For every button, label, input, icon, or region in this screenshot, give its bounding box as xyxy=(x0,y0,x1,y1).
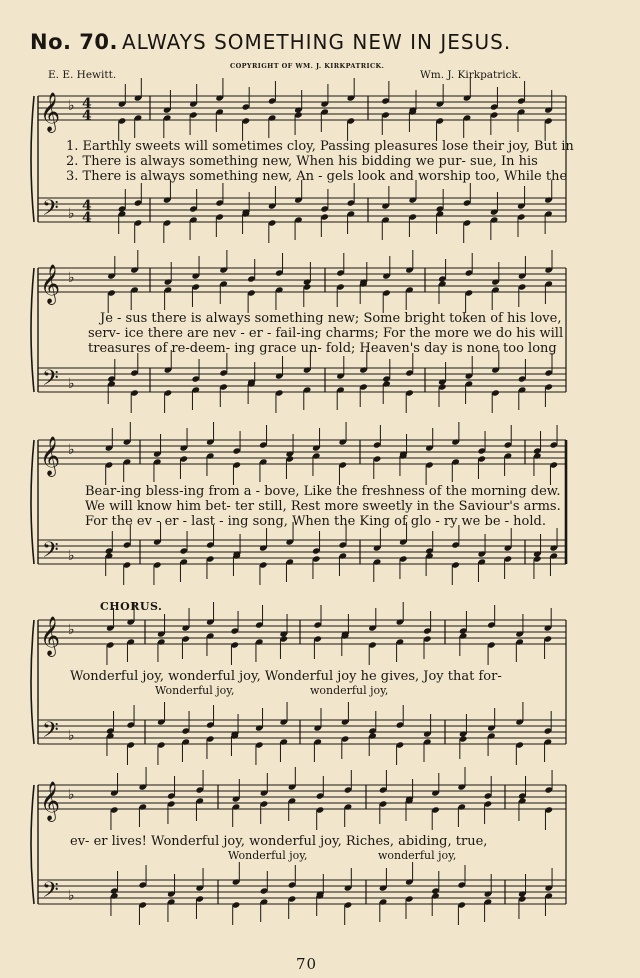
chorus-alto-lyric: Wonderful joy, xyxy=(155,684,235,697)
lyric-line: Je - sus there is always something new; Some bright token of his love, xyxy=(100,311,562,326)
flat-icon: ♭ xyxy=(68,548,75,564)
time-signature: 4 xyxy=(82,108,92,124)
chorus-alto-lyric: wonderful joy, xyxy=(378,849,457,862)
flat-icon: ♭ xyxy=(68,376,75,392)
time-signature: 4 xyxy=(82,210,92,226)
bass-clef-icon: 𝄢 xyxy=(42,196,59,226)
treble-clef-icon: 𝄞 xyxy=(40,92,61,132)
bass-clef-icon: 𝄢 xyxy=(42,878,59,908)
brace xyxy=(31,440,34,564)
chorus-alto-lyric: Wonderful joy, xyxy=(228,849,308,862)
lyric-line: 2. There is always something new, When his bidding we pur- sue, In his xyxy=(66,154,538,169)
time-signature: 4 xyxy=(82,198,92,214)
flat-icon: ♭ xyxy=(68,98,75,114)
brace xyxy=(31,620,34,744)
lyric-line: 3. There is always something new, An - gels look and worship too, While the xyxy=(66,169,568,184)
brace xyxy=(31,268,34,392)
flat-icon: ♭ xyxy=(68,622,75,638)
hymn-title: ALWAYS SOMETHING NEW IN JESUS. xyxy=(122,30,512,54)
lyric-line: 1. Earthly sweets will sometimes cloy, Passing pleasures lose their joy, But in xyxy=(66,139,574,154)
flat-icon: ♭ xyxy=(68,787,75,803)
flat-icon: ♭ xyxy=(68,888,75,904)
lyric-line: We will know him bet- ter still, Rest more sweetly in the Saviour's arms. xyxy=(85,499,561,514)
lyric-line: For the ev - er - last - ing song, When the King of glo - ry we be - hold. xyxy=(85,514,546,529)
chorus-lyric: Wonderful joy, wonderful joy, Wonderful joy he gives, Joy that for- xyxy=(70,669,502,684)
composer: Wm. J. Kirkpatrick. xyxy=(420,69,522,81)
treble-clef-icon: 𝄞 xyxy=(40,264,61,304)
copyright-notice: COPYRIGHT OF WM. J. KIRKPATRICK. xyxy=(230,62,385,70)
bass-clef-icon: 𝄢 xyxy=(42,538,59,568)
lyric-line: treasures of re-deem- ing grace un- fold; Heaven's day is none too long xyxy=(88,341,557,356)
flat-icon: ♭ xyxy=(68,442,75,458)
chorus-label: CHORUS. xyxy=(100,600,163,613)
flat-icon: ♭ xyxy=(68,206,75,222)
time-signature: 4 xyxy=(82,96,92,112)
bass-clef-icon: 𝄢 xyxy=(42,718,59,748)
treble-clef-icon: 𝄞 xyxy=(40,616,61,656)
brace xyxy=(31,96,34,222)
hymn-number: No. 70. xyxy=(30,30,118,54)
treble-clef-icon: 𝄞 xyxy=(40,781,61,821)
chorus-lyric: ev- er lives! Wonderful joy, wonderful joy, Riches, abiding, true, xyxy=(70,834,488,849)
chorus-alto-lyric: wonderful joy, xyxy=(310,684,389,697)
lyric-line: serv- ice there are nev - er - fail-ing charms; For the more we do his will xyxy=(88,326,564,341)
page-number: 70 xyxy=(296,955,318,973)
lyricist: E. E. Hewitt. xyxy=(48,69,117,81)
bass-clef-icon: 𝄢 xyxy=(42,366,59,396)
brace xyxy=(31,785,34,904)
flat-icon: ♭ xyxy=(68,270,75,286)
treble-clef-icon: 𝄞 xyxy=(40,436,61,476)
lyric-line: Bear-ing bless-ing from a - bove, Like the freshness of the morning dew. xyxy=(85,484,561,499)
flat-icon: ♭ xyxy=(68,728,75,744)
